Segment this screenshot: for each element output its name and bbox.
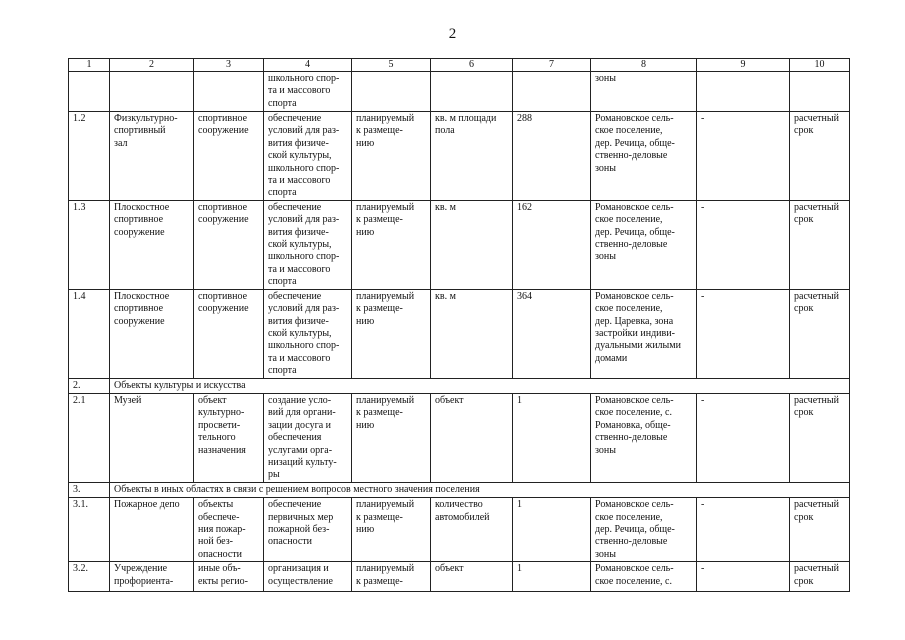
table-cell-col-8: зоны [591,72,697,112]
table-cell-col-8: Романовское сель- ское поселение, с. Романовка, обще- ственно-деловые зоны [591,393,697,482]
header-cell: 9 [697,59,790,72]
table-cell-col-9: - [697,200,790,289]
table-cell-col-7: 162 [513,200,591,289]
table-cell-col-10: расчетный срок [790,112,850,201]
table-cell-col-7: 288 [513,112,591,201]
table-cell-col-6: объект [431,393,513,482]
header-cell: 7 [513,59,591,72]
header-cell: 1 [69,59,110,72]
table-cell-col-9 [697,72,790,112]
table-cell-col-4: обеспечение условий для раз- вития физиче- ской культуры, школьного спор- та и массового спорта [264,112,352,201]
table-cell-col-5: планируемый к размеще- нию [352,393,431,482]
table-cell-col-5: планируемый к размеще- нию [352,112,431,201]
table-cell-col-4: организация и осуществление [264,562,352,592]
section-row-3 [69,482,850,497]
table-cell-col-2 [110,72,194,112]
table-cell-col-1 [69,72,110,112]
table-cell-col-9: - [697,498,790,562]
table-cell-col-7: 364 [513,289,591,378]
table-cell-col-2: Плоскостное спортивное сооружение [110,289,194,378]
table-cell-col-3 [194,72,264,112]
table-cell-col-8: Романовское сель- ское поселение, с. [591,562,697,592]
table-cell-col-4: обеспечение условий для раз- вития физиче- ской культуры, школьного спор- та и массового спорта [264,289,352,378]
planning-table [68,58,850,592]
table-cell-col-4: школьного спор- та и массового спорта [264,72,352,112]
table-row-continued [69,72,850,112]
table-cell-col-3: объект культурно- просвети- тельного назначения [194,393,264,482]
table-cell-col-7: 1 [513,393,591,482]
table-cell-col-1: 3.1. [69,498,110,562]
table-cell-col-6: кв. м [431,200,513,289]
table-cell-col-7: 1 [513,562,591,592]
table-cell-col-1: 1.4 [69,289,110,378]
table-cell-col-1: 1.3 [69,200,110,289]
table-cell-col-6: количество автомобилей [431,498,513,562]
table-row-3-1 [69,498,850,562]
header-cell: 2 [110,59,194,72]
table-cell-col-5 [352,72,431,112]
header-cell: 3 [194,59,264,72]
table-cell-col-2: Пожарное депо [110,498,194,562]
page-number: 2 [448,26,457,42]
table-cell-col-3: спортивное сооружение [194,200,264,289]
table-cell-col-6: объект [431,562,513,592]
table-cell-col-5: планируемый к размеще- нию [352,200,431,289]
table-cell-col-2: Музей [110,393,194,482]
section-row-2 [69,378,850,393]
table-cell-col-7 [513,72,591,112]
header-cell: 8 [591,59,697,72]
header-cell: 6 [431,59,513,72]
table-cell-col-6 [431,72,513,112]
section-number: 3. [69,482,110,497]
table-row-1-3 [69,200,850,289]
table-cell-col-8: Романовское сель- ское поселение, дер. Царевка, зона застройки индиви- дуальными жилыми домами [591,289,697,378]
header-row [69,59,850,72]
table-cell-col-9: - [697,562,790,592]
table-row-1-2 [69,112,850,201]
table-cell-col-4: обеспечение первичных мер пожарной без- опасности [264,498,352,562]
table-row-2-1 [69,393,850,482]
header-cell: 5 [352,59,431,72]
table-cell-col-7: 1 [513,498,591,562]
table-cell-col-1: 2.1 [69,393,110,482]
table-cell-col-9: - [697,393,790,482]
table-cell-col-9: - [697,289,790,378]
table-cell-col-9: - [697,112,790,201]
table-cell-col-10: расчетный срок [790,393,850,482]
table-cell-col-10: расчетный срок [790,289,850,378]
table-cell-col-2: Плоскостное спортивное сооружение [110,200,194,289]
table-cell-col-6: кв. м [431,289,513,378]
table-row-3-2 [69,562,850,592]
table-cell-col-1: 3.2. [69,562,110,592]
table-cell-col-5: планируемый к размеще- [352,562,431,592]
table-cell-col-2: Учреждение профориента- [110,562,194,592]
table-cell-col-3: спортивное сооружение [194,112,264,201]
table-cell-col-3: объекты обеспече- ния пожар- ной без- опасности [194,498,264,562]
table-cell-col-1: 1.2 [69,112,110,201]
table-cell-col-4: создание усло- вий для органи- зации досуга и обеспечения услугами орга- низаций культу- ры [264,393,352,482]
table-cell-col-10: расчетный срок [790,562,850,592]
section-title: Объекты в иных областях в связи с решением вопросов местного значения поселения [110,482,850,497]
table-cell-col-2: Физкультурно- спортивный зал [110,112,194,201]
header-cell: 10 [790,59,850,72]
table-cell-col-10: расчетный срок [790,498,850,562]
table-cell-col-4: обеспечение условий для раз- вития физиче- ской культуры, школьного спор- та и массового спорта [264,200,352,289]
table-cell-col-8: Романовское сель- ское поселение, дер. Речица, обще- ственно-деловые зоны [591,112,697,201]
table-cell-col-10: расчетный срок [790,200,850,289]
section-number: 2. [69,378,110,393]
table-cell-col-6: кв. м площади пола [431,112,513,201]
section-title: Объекты культуры и искусства [110,378,850,393]
table-cell-col-3: спортивное сооружение [194,289,264,378]
table-row-1-4 [69,289,850,378]
table-cell-col-5: планируемый к размеще- нию [352,498,431,562]
table-cell-col-5: планируемый к размеще- нию [352,289,431,378]
table-cell-col-8: Романовское сель- ское поселение, дер. Речица, обще- ственно-деловые зоны [591,498,697,562]
table-cell-col-3: иные объ- екты регио- [194,562,264,592]
header-cell: 4 [264,59,352,72]
table-cell-col-8: Романовское сель- ское поселение, дер. Речица, обще- ственно-деловые зоны [591,200,697,289]
table-cell-col-10 [790,72,850,112]
